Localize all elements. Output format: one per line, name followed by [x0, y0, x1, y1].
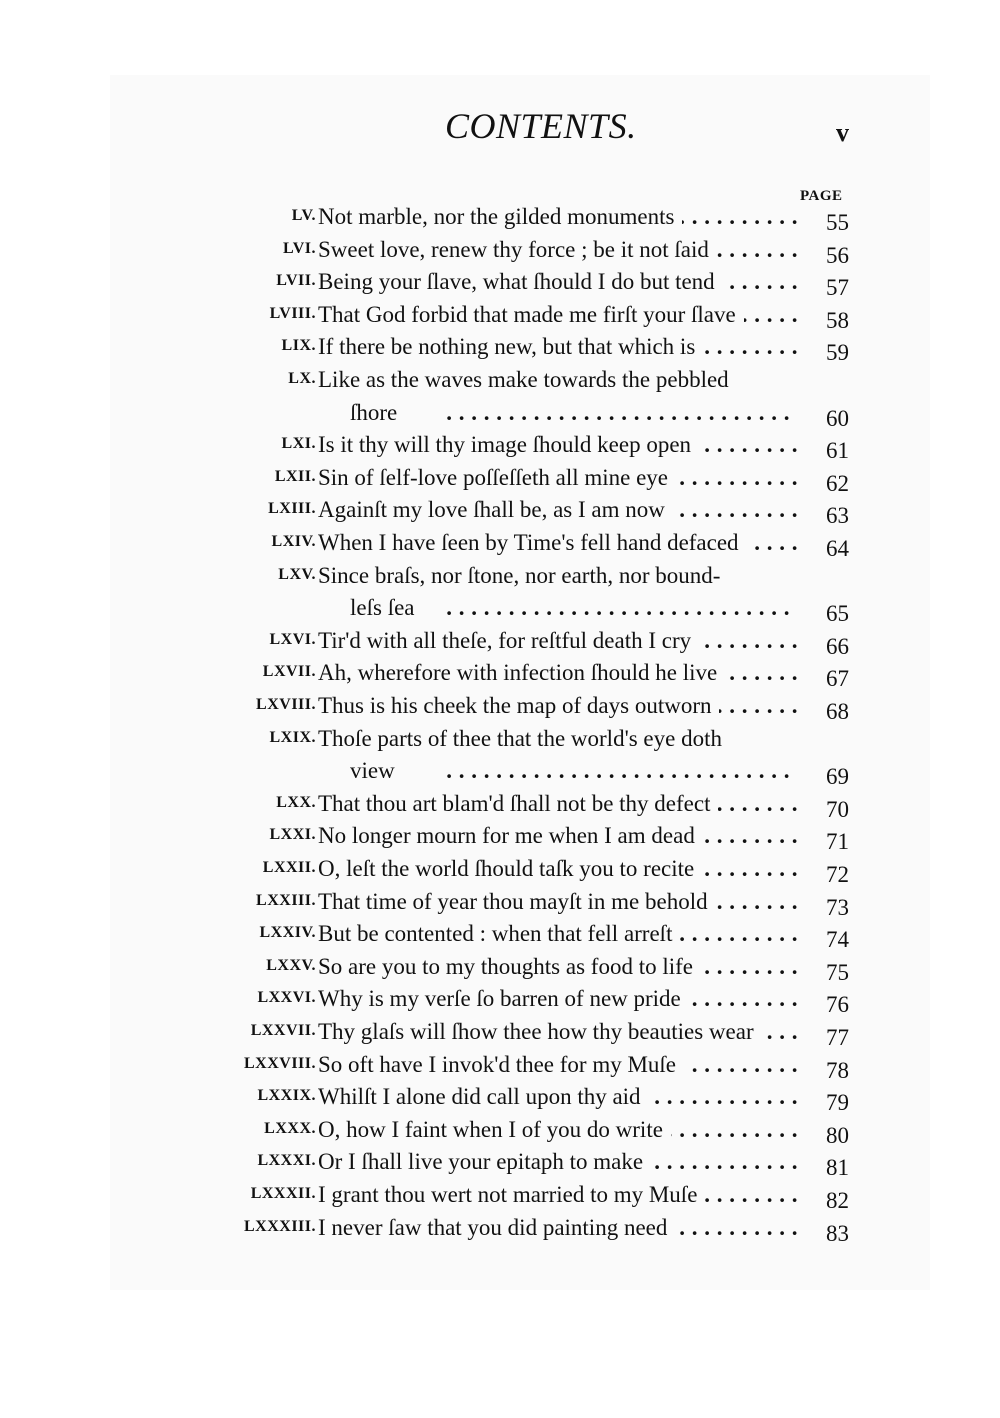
sonnet-number: LXXXI. [257, 1152, 316, 1170]
page-number: 72 [826, 862, 849, 887]
sonnet-first-line-continued [350, 595, 790, 620]
sonnet-first-line-text: I never ſaw that you did painting need [318, 1215, 675, 1240]
sonnet-first-line-continued [350, 400, 790, 425]
sonnet-first-line [318, 1019, 798, 1044]
sonnet-number: LXXX. [264, 1119, 316, 1137]
page-number: 79 [826, 1090, 849, 1116]
page-number: 81 [826, 1155, 849, 1181]
sonnet-first-line-text: I grant thou wert not married to my Muſe [318, 1182, 705, 1207]
sonnet-first-line-text: Like as the waves make towards the pebbled [318, 367, 737, 392]
sonnet-first-line [318, 1084, 798, 1109]
toc-entry-continuation[interactable] [0, 400, 1000, 432]
sonnet-first-line [318, 693, 798, 718]
sonnet-first-line-text: But be contented : when that fell arreſt [318, 921, 680, 946]
sonnet-first-line [318, 1182, 798, 1207]
sonnet-first-line [318, 823, 798, 848]
sonnet-number: LXXVI. [257, 989, 316, 1007]
sonnet-first-line [318, 1149, 798, 1174]
toc-entry[interactable] [0, 628, 1000, 660]
sonnet-first-line-text: O, leſt the world ſhould taſk you to recite [318, 856, 702, 881]
sonnet-number: LXXVII. [250, 1022, 316, 1039]
page-number: 57 [826, 275, 849, 301]
sonnet-first-line-text: Thus is his cheek the map of days outworn [318, 693, 719, 718]
toc-entry-continuation[interactable] [0, 595, 1000, 627]
sonnet-number: LXII. [274, 467, 316, 485]
sonnet-first-line [318, 726, 798, 751]
page-number: 75 [826, 959, 849, 985]
toc-entry-continuation[interactable] [0, 758, 1000, 790]
sonnet-first-line [318, 1117, 798, 1142]
toc-entry[interactable] [0, 563, 1000, 595]
sonnet-first-line-text: If there be nothing new, but that which is [318, 334, 703, 359]
sonnet-first-line [318, 1215, 798, 1240]
page-number: 61 [826, 438, 849, 464]
sonnet-first-line [318, 204, 798, 229]
page-number: 70 [826, 796, 849, 822]
toc-entry[interactable] [0, 1149, 1000, 1181]
sonnet-first-line [318, 889, 798, 914]
sonnet-number: LVIII. [269, 304, 316, 322]
sonnet-number: LXXXIII. [243, 1217, 316, 1235]
sonnet-number: LXV. [278, 565, 316, 583]
page-number: 71 [826, 829, 849, 855]
toc-entry[interactable] [0, 986, 1000, 1018]
toc-entry[interactable] [0, 432, 1000, 464]
page-number: 55 [826, 210, 849, 235]
sonnet-first-line [318, 237, 798, 262]
page-number: 80 [826, 1122, 849, 1148]
sonnet-first-line [318, 921, 798, 946]
toc-entry[interactable] [0, 302, 1000, 334]
toc-entry[interactable] [0, 1215, 1000, 1247]
sonnet-first-line-continued-text: leſs ſea [350, 595, 423, 620]
sonnet-first-line-text: Not marble, nor the gilded monuments [318, 204, 682, 229]
page-number: 82 [826, 1188, 849, 1213]
sonnet-first-line-text: When I have ſeen by Time's fell hand defaced [318, 530, 747, 555]
sonnet-first-line-text: That time of year thou mayſt in me behold [318, 889, 716, 914]
sonnet-first-line-text: Thy glaſs will ſhow thee how thy beauties wear [318, 1019, 762, 1044]
page-number: 73 [826, 894, 849, 920]
sonnet-first-line-text: So are you to my thoughts as food to life [318, 954, 701, 979]
sonnet-first-line-text: Sin of ſelf-love poſſeſſeth all mine eye [318, 465, 676, 490]
page-title: CONTENTS. [445, 106, 637, 146]
toc-entry[interactable] [0, 856, 1000, 888]
sonnet-number: LXXI. [269, 826, 316, 844]
page-number: 83 [826, 1220, 849, 1246]
sonnet-number: LXXII. [262, 859, 316, 876]
sonnet-first-line [318, 791, 798, 816]
sonnet-number: LXIV. [271, 533, 316, 550]
sonnet-number: LXIII. [268, 500, 316, 518]
toc-entry[interactable] [0, 1052, 1000, 1084]
toc-entry[interactable] [0, 1084, 1000, 1116]
page-number: 67 [826, 666, 849, 692]
sonnet-first-line-text: O, how I faint when I of you do write [318, 1117, 671, 1142]
page-number: 74 [826, 927, 849, 953]
toc-entry[interactable] [0, 367, 1000, 399]
sonnet-number: LXXIV. [259, 924, 316, 942]
toc-entry[interactable] [0, 465, 1000, 497]
sonnet-number: LXVII. [262, 663, 316, 681]
toc-entry[interactable] [0, 889, 1000, 921]
toc-entry[interactable] [0, 497, 1000, 529]
toc-entry[interactable] [0, 334, 1000, 366]
sonnet-first-line [318, 1052, 798, 1077]
sonnet-first-line [318, 367, 798, 392]
sonnet-first-line-text: Since braſs, nor ſtone, nor earth, nor bound- [318, 563, 728, 588]
sonnet-first-line-text: So oft have I invok'd thee for my Muſe [318, 1052, 684, 1077]
sonnet-number: LXXIX. [257, 1087, 316, 1105]
page-number: 58 [826, 307, 849, 333]
page-number: 77 [826, 1025, 849, 1050]
page-number: 63 [826, 503, 849, 529]
sonnet-number: LIX. [281, 337, 316, 355]
sonnet-number: LXXXII. [250, 1185, 316, 1202]
sonnet-number: LXX. [276, 793, 316, 811]
page-column-label: PAGE [800, 188, 843, 204]
toc-entry[interactable] [0, 269, 1000, 301]
sonnet-first-line-text: Being your ſlave, what ſhould I do but tend [318, 269, 723, 294]
sonnet-first-line-text: Is it thy will thy image ſhould keep open [318, 432, 699, 457]
toc-entry[interactable] [0, 823, 1000, 855]
page-number: 56 [826, 242, 849, 268]
sonnet-number: LX. [288, 370, 316, 387]
page-number: 68 [826, 699, 849, 724]
sonnet-first-line-text: Or I ſhall live your epitaph to make [318, 1149, 651, 1174]
sonnet-first-line-text: Sweet love, renew thy force ; be it not ſaid [318, 237, 717, 262]
sonnet-first-line-text: That thou art blam'd ſhall not be thy defect [318, 791, 718, 816]
sonnet-number: LXVIII. [256, 696, 316, 713]
toc-entry[interactable] [0, 660, 1000, 692]
toc-entry[interactable] [0, 237, 1000, 269]
sonnet-number: LXVI. [269, 630, 316, 648]
sonnet-number: LVII. [276, 272, 316, 290]
sonnet-first-line [318, 269, 798, 294]
sonnet-number: LXXVIII. [243, 1054, 316, 1072]
sonnet-number: LXI. [281, 435, 316, 453]
sonnet-first-line-text: Againſt my love ſhall be, as I am now [318, 497, 673, 522]
sonnet-first-line-text: Tir'd with all theſe, for reſtful death I cry [318, 628, 699, 653]
toc-entry[interactable] [0, 954, 1000, 986]
toc-entry[interactable] [0, 791, 1000, 823]
sonnet-first-line-text: That God forbid that made me firſt your ſlave [318, 302, 744, 327]
sonnet-first-line [318, 954, 798, 979]
toc-entry[interactable] [0, 1117, 1000, 1149]
sonnet-first-line-continued-text: ſhore [350, 400, 405, 425]
sonnet-first-line [318, 986, 798, 1011]
sonnet-first-line-text: Ah, wherefore with infection ſhould he live [318, 660, 725, 685]
toc-entry[interactable] [0, 530, 1000, 562]
sonnet-first-line [318, 465, 798, 490]
page-number: 64 [826, 536, 849, 561]
sonnet-first-line [318, 660, 798, 685]
toc-entry[interactable] [0, 726, 1000, 758]
toc-entry[interactable] [0, 1019, 1000, 1051]
sonnet-first-line [318, 628, 798, 653]
sonnet-number: LXXV. [266, 956, 316, 974]
sonnet-first-line [318, 432, 798, 457]
page-number: 59 [826, 340, 849, 366]
toc-entry[interactable] [0, 204, 1000, 236]
sonnet-first-line [318, 530, 798, 555]
sonnet-first-line-continued [350, 758, 790, 783]
page-number: 66 [826, 633, 849, 659]
sonnet-first-line-text: Whilſt I alone did call upon thy aid [318, 1084, 649, 1109]
page-number: 65 [826, 601, 849, 627]
sonnet-first-line-text: Why is my verſe ſo barren of new pride [318, 986, 689, 1011]
sonnet-first-line [318, 334, 798, 359]
page-number: 62 [826, 470, 849, 496]
sonnet-first-line [318, 302, 798, 327]
toc-entry[interactable] [0, 693, 1000, 725]
sonnet-number: LXIX. [269, 728, 316, 746]
folio-number: v [836, 118, 849, 147]
page-number: 76 [826, 992, 849, 1018]
toc-entry[interactable] [0, 1182, 1000, 1214]
toc-entry[interactable] [0, 921, 1000, 953]
sonnet-first-line-text: Thoſe parts of thee that the world's eye doth [318, 726, 730, 751]
sonnet-first-line [318, 856, 798, 881]
sonnet-number: LVI. [283, 239, 316, 257]
sonnet-first-line-text: No longer mourn for me when I am dead [318, 823, 703, 848]
sonnet-number: LXXIII. [256, 891, 316, 909]
page-number: 69 [826, 764, 849, 790]
sonnet-first-line-continued-text: view [350, 758, 403, 783]
sonnet-first-line [318, 563, 798, 588]
sonnet-number: LV. [291, 207, 316, 224]
page-number: 60 [826, 405, 849, 431]
sonnet-first-line [318, 497, 798, 522]
page-number: 78 [826, 1057, 849, 1083]
